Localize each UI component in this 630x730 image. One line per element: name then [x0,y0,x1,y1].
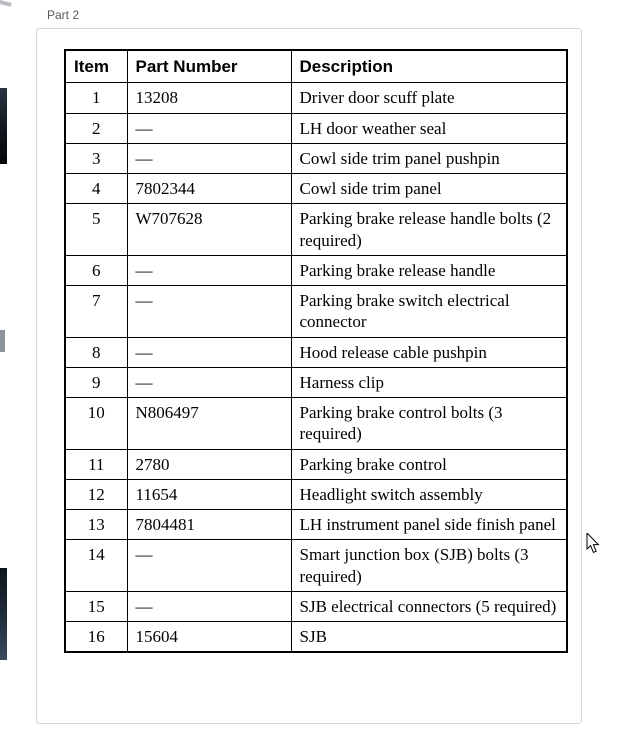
description-cell: Harness clip [291,367,567,397]
part-number-cell: 7804481 [127,510,291,540]
background-photo-sliver [0,568,7,660]
description-cell: Hood release cable pushpin [291,337,567,367]
table-row [65,286,567,338]
parts-table [64,49,568,653]
background-photo-sliver [0,88,7,164]
part-number-cell: — [127,143,291,173]
item-cell: 12 [65,479,127,509]
table-row [65,83,567,113]
item-cell: 6 [65,255,127,285]
col-header-item: Item [65,50,127,83]
table-row [65,337,567,367]
description-cell: Parking brake control bolts (3 required) [291,398,567,450]
item-cell: 13 [65,510,127,540]
description-cell: Smart junction box (SJB) bolts (3 required) [291,540,567,592]
parts-table-body [65,83,567,653]
description-cell: Cowl side trim panel [291,174,567,204]
description-cell: SJB electrical connectors (5 required) [291,591,567,621]
table-row [65,449,567,479]
table-row [65,510,567,540]
description-cell: Cowl side trim panel pushpin [291,143,567,173]
table-row [65,540,567,592]
part-number-cell: 2780 [127,449,291,479]
description-cell: Parking brake switch electrical connector [291,286,567,338]
description-cell: LH instrument panel side finish panel [291,510,567,540]
item-cell: 11 [65,449,127,479]
section-label: Part 2 [47,8,80,22]
part-number-cell: 15604 [127,622,291,653]
background-photo-sliver [0,0,12,7]
table-row [65,113,567,143]
item-cell: 9 [65,367,127,397]
part-number-cell: 11654 [127,479,291,509]
part-number-cell: — [127,113,291,143]
parts-table-header [65,50,567,83]
part-number-cell: — [127,367,291,397]
description-cell: LH door weather seal [291,113,567,143]
background-photo-sliver [0,330,5,352]
part-number-cell: — [127,255,291,285]
description-cell: SJB [291,622,567,653]
description-cell: Parking brake release handle bolts (2 required) [291,204,567,256]
table-row [65,591,567,621]
description-cell: Parking brake release handle [291,255,567,285]
part-number-cell: W707628 [127,204,291,256]
item-cell: 16 [65,622,127,653]
item-cell: 4 [65,174,127,204]
part-number-cell: — [127,286,291,338]
table-row [65,479,567,509]
item-cell: 2 [65,113,127,143]
content-panel [36,28,582,724]
part-number-cell: — [127,540,291,592]
item-cell: 8 [65,337,127,367]
description-cell: Headlight switch assembly [291,479,567,509]
mouse-cursor-icon [586,533,600,554]
item-cell: 14 [65,540,127,592]
part-number-cell: — [127,591,291,621]
item-cell: 7 [65,286,127,338]
table-row [65,204,567,256]
description-cell: Parking brake control [291,449,567,479]
item-cell: 5 [65,204,127,256]
col-header-part-number: Part Number [127,50,291,83]
table-row [65,398,567,450]
col-header-description: Description [291,50,567,83]
item-cell: 10 [65,398,127,450]
part-number-cell: N806497 [127,398,291,450]
header-row [65,50,567,83]
table-row [65,367,567,397]
table-row [65,174,567,204]
item-cell: 15 [65,591,127,621]
part-number-cell: 7802344 [127,174,291,204]
table-row [65,255,567,285]
item-cell: 1 [65,83,127,113]
table-row [65,622,567,653]
table-row [65,143,567,173]
item-cell: 3 [65,143,127,173]
description-cell: Driver door scuff plate [291,83,567,113]
part-number-cell: — [127,337,291,367]
part-number-cell: 13208 [127,83,291,113]
